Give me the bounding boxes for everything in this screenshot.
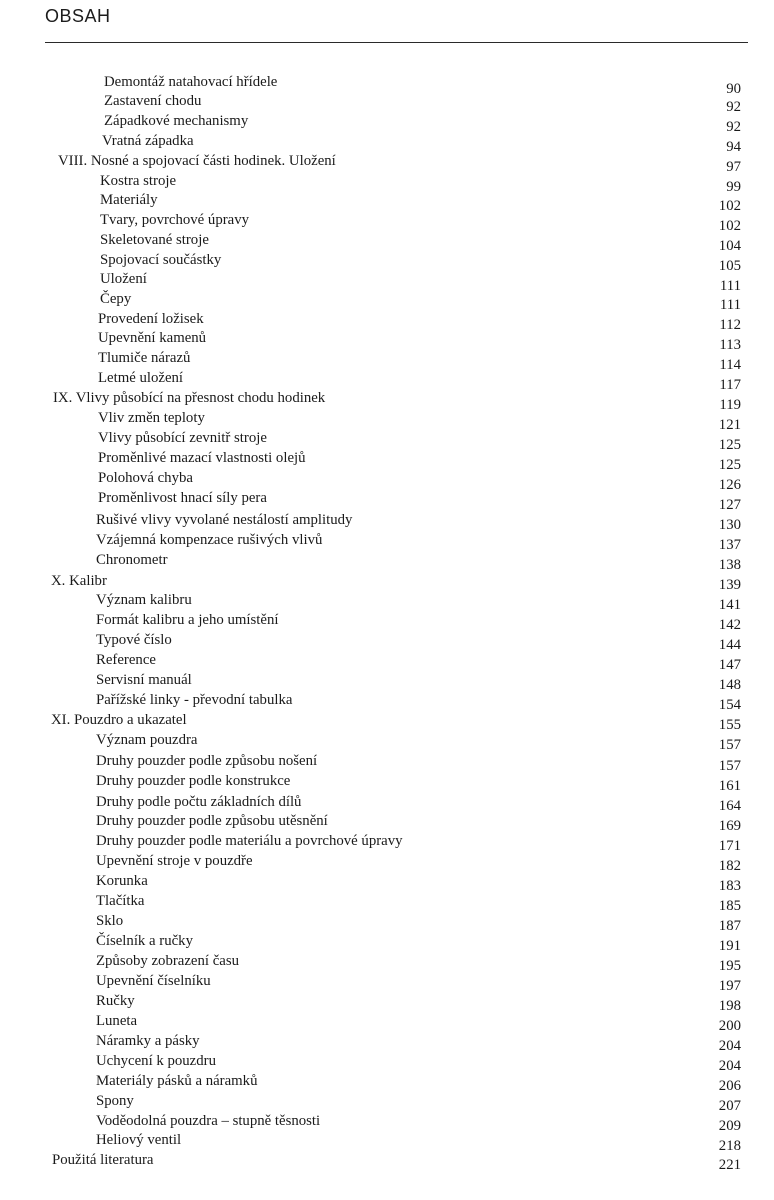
- toc-entry-title: Číselník a ručky: [96, 933, 193, 949]
- toc-entry-title: Vliv změn teploty: [98, 410, 205, 426]
- toc-entry-page-number: 104: [718, 238, 741, 254]
- toc-entry-title: Druhy pouzder podle způsobu nošení: [96, 753, 318, 769]
- toc-entry-page-number: 157: [718, 758, 741, 774]
- toc-entry-page-number: 102: [718, 218, 741, 234]
- toc-entry-title: Ručky: [96, 993, 135, 1009]
- toc-entry-page-number: 200: [718, 1018, 741, 1034]
- toc-entry-page-number: 204: [718, 1038, 741, 1054]
- toc-entry-title: Náramky a pásky: [96, 1033, 200, 1049]
- toc-entry-title: Materiály pásků a náramků: [96, 1073, 258, 1089]
- page-header-title: OBSAH: [45, 6, 111, 26]
- toc-entry-title: Pařížské linky - převodní tabulka: [96, 692, 293, 708]
- toc-entry-title: Uchycení k pouzdru: [96, 1053, 216, 1069]
- toc-entry-title: Čepy: [100, 291, 132, 307]
- toc-entry-page-number: 183: [718, 878, 741, 894]
- toc-entry-title: Druhy pouzder podle konstrukce: [96, 773, 291, 789]
- toc-entry-page-number: 114: [719, 357, 741, 373]
- toc-entry-page-number: 171: [718, 838, 741, 854]
- toc-entry-title: Tlumiče nárazů: [98, 350, 191, 366]
- toc-entry-page-number: 105: [718, 258, 741, 274]
- toc-entry-title: Letmé uložení: [98, 370, 184, 386]
- toc-entry-page-number: 209: [718, 1118, 741, 1134]
- toc-entry-page-number: 197: [718, 978, 741, 994]
- toc-entry-title: Materiály: [100, 192, 158, 208]
- toc-entry-page-number: 198: [718, 998, 741, 1014]
- toc-entry-title: Druhy pouzder podle způsobu utěsnění: [96, 813, 328, 829]
- toc-entry-title: Zastavení chodu: [104, 93, 202, 109]
- toc-entry-title: Druhy podle počtu základních dílů: [96, 794, 302, 810]
- toc-entry-page-number: 155: [718, 717, 741, 733]
- toc-entry-title: X. Kalibr: [51, 573, 107, 589]
- toc-entry-page-number: 195: [718, 958, 741, 974]
- toc-entry-title: Spojovací součástky: [100, 252, 222, 268]
- toc-entry-title: Upevnění číselníku: [96, 973, 211, 989]
- toc-entry-page-number: 119: [719, 397, 741, 413]
- toc-entry-page-number: 92: [726, 119, 741, 135]
- toc-entry-page-number: 204: [718, 1058, 741, 1074]
- toc-entry-title: Rušivé vlivy vyvolané nestálostí amplitudy: [96, 512, 353, 528]
- toc-entry-page-number: 144: [718, 637, 741, 653]
- toc-entry-page-number: 182: [718, 858, 741, 874]
- toc-entry-page-number: 125: [718, 437, 741, 453]
- toc-entry-title: Reference: [96, 652, 156, 668]
- toc-entry-page-number: 207: [718, 1098, 741, 1114]
- toc-entry-page-number: 137: [718, 537, 741, 553]
- toc-entry-title: Upevnění kamenů: [98, 330, 207, 346]
- toc-entry-page-number: 99: [726, 179, 741, 195]
- toc-entry-page-number: 117: [719, 377, 741, 393]
- toc-entry-title: Luneta: [96, 1013, 138, 1029]
- toc-entry-page-number: 169: [718, 818, 741, 834]
- toc-entry-page-number: 113: [719, 337, 741, 353]
- toc-entry-page-number: 147: [718, 657, 741, 673]
- toc-entry-page-number: 218: [718, 1138, 741, 1154]
- toc-entry-title: Upevnění stroje v pouzdře: [96, 853, 253, 869]
- toc-entry-title: Polohová chyba: [98, 470, 193, 486]
- toc-entry-title: Proměnlivost hnací síly pera: [98, 490, 267, 506]
- toc-entry-page-number: 121: [718, 417, 741, 433]
- toc-entry-page-number: 111: [719, 297, 741, 313]
- toc-entry-title: Použitá literatura: [52, 1152, 154, 1168]
- toc-entry-title: Servisní manuál: [96, 672, 192, 688]
- toc-entry-title: Sklo: [96, 913, 124, 929]
- toc-entry-page-number: 148: [718, 677, 741, 693]
- toc-entry-title: Typové číslo: [96, 632, 172, 648]
- toc-entry-page-number: 138: [718, 557, 741, 573]
- toc-entry-title: XI. Pouzdro a ukazatel: [51, 712, 187, 728]
- toc-entry-page-number: 94: [726, 139, 741, 155]
- toc-entry-title: Vratná západka: [102, 133, 194, 149]
- toc-entry-page-number: 221: [718, 1157, 741, 1173]
- toc-entry-title: Vzájemná kompenzace rušivých vlivů: [96, 532, 323, 548]
- toc-entry-title: Skeletované stroje: [100, 232, 209, 248]
- toc-entry-title: Spony: [96, 1093, 134, 1109]
- toc-entry-title: VIII. Nosné a spojovací části hodinek. Uložení: [58, 153, 336, 169]
- toc-entry-page-number: 126: [718, 477, 741, 493]
- toc-entry-page-number: 92: [726, 99, 741, 115]
- toc-entry-page-number: 90: [726, 81, 741, 97]
- toc-entry-title: Heliový ventil: [96, 1132, 182, 1148]
- toc-entry-title: Vlivy působící zevnitř stroje: [98, 430, 267, 446]
- toc-entry-title: IX. Vlivy působící na přesnost chodu hodinek: [53, 390, 326, 406]
- toc-entry-page-number: 142: [718, 617, 741, 633]
- toc-entry-page-number: 111: [719, 278, 741, 294]
- toc-entry-title: Uložení: [100, 271, 147, 287]
- toc-entry-title: Proměnlivé mazací vlastnosti olejů: [98, 450, 306, 466]
- toc-entry-title: Význam kalibru: [96, 592, 192, 608]
- toc-entry-page-number: 139: [718, 577, 741, 593]
- toc-entry-page-number: 102: [718, 198, 741, 214]
- toc-entry-page-number: 161: [718, 778, 741, 794]
- toc-entry-title: Korunka: [96, 873, 148, 889]
- toc-entry-page-number: 112: [719, 317, 741, 333]
- toc-entry-title: Význam pouzdra: [96, 732, 198, 748]
- toc-entry-page-number: 164: [718, 798, 741, 814]
- toc-entry-title: Západkové mechanismy: [104, 113, 249, 129]
- toc-entry-title: Provedení ložisek: [98, 311, 204, 327]
- toc-entry-page-number: 141: [718, 597, 741, 613]
- toc-entry-page-number: 206: [718, 1078, 741, 1094]
- toc-entry-title: Tlačítka: [96, 893, 145, 909]
- toc-entry-title: Chronometr: [96, 552, 168, 568]
- toc-entry-title: Druhy pouzder podle materiálu a povrchové úpravy: [96, 833, 403, 849]
- toc-entry-title: Kostra stroje: [100, 173, 177, 189]
- toc-entry-title: Tvary, povrchové úpravy: [100, 212, 250, 228]
- toc-entry-page-number: 97: [726, 159, 741, 175]
- toc-entry-title: Demontáž natahovací hřídele: [104, 74, 278, 90]
- toc-entry-page-number: 191: [718, 938, 741, 954]
- toc-entry-page-number: 157: [718, 737, 741, 753]
- toc-entry-page-number: 185: [718, 898, 741, 914]
- toc-entry-title: Voděodolná pouzdra – stupně těsnosti: [96, 1113, 321, 1129]
- toc-entry-page-number: 125: [718, 457, 741, 473]
- toc-entry-title: Způsoby zobrazení času: [96, 953, 239, 969]
- toc-entry-title: Formát kalibru a jeho umístění: [96, 612, 279, 628]
- toc-entry-page-number: 154: [718, 697, 741, 713]
- toc-entry-page-number: 127: [718, 497, 741, 513]
- toc-entry-page-number: 187: [718, 918, 741, 934]
- toc-entry-page-number: 130: [718, 517, 741, 533]
